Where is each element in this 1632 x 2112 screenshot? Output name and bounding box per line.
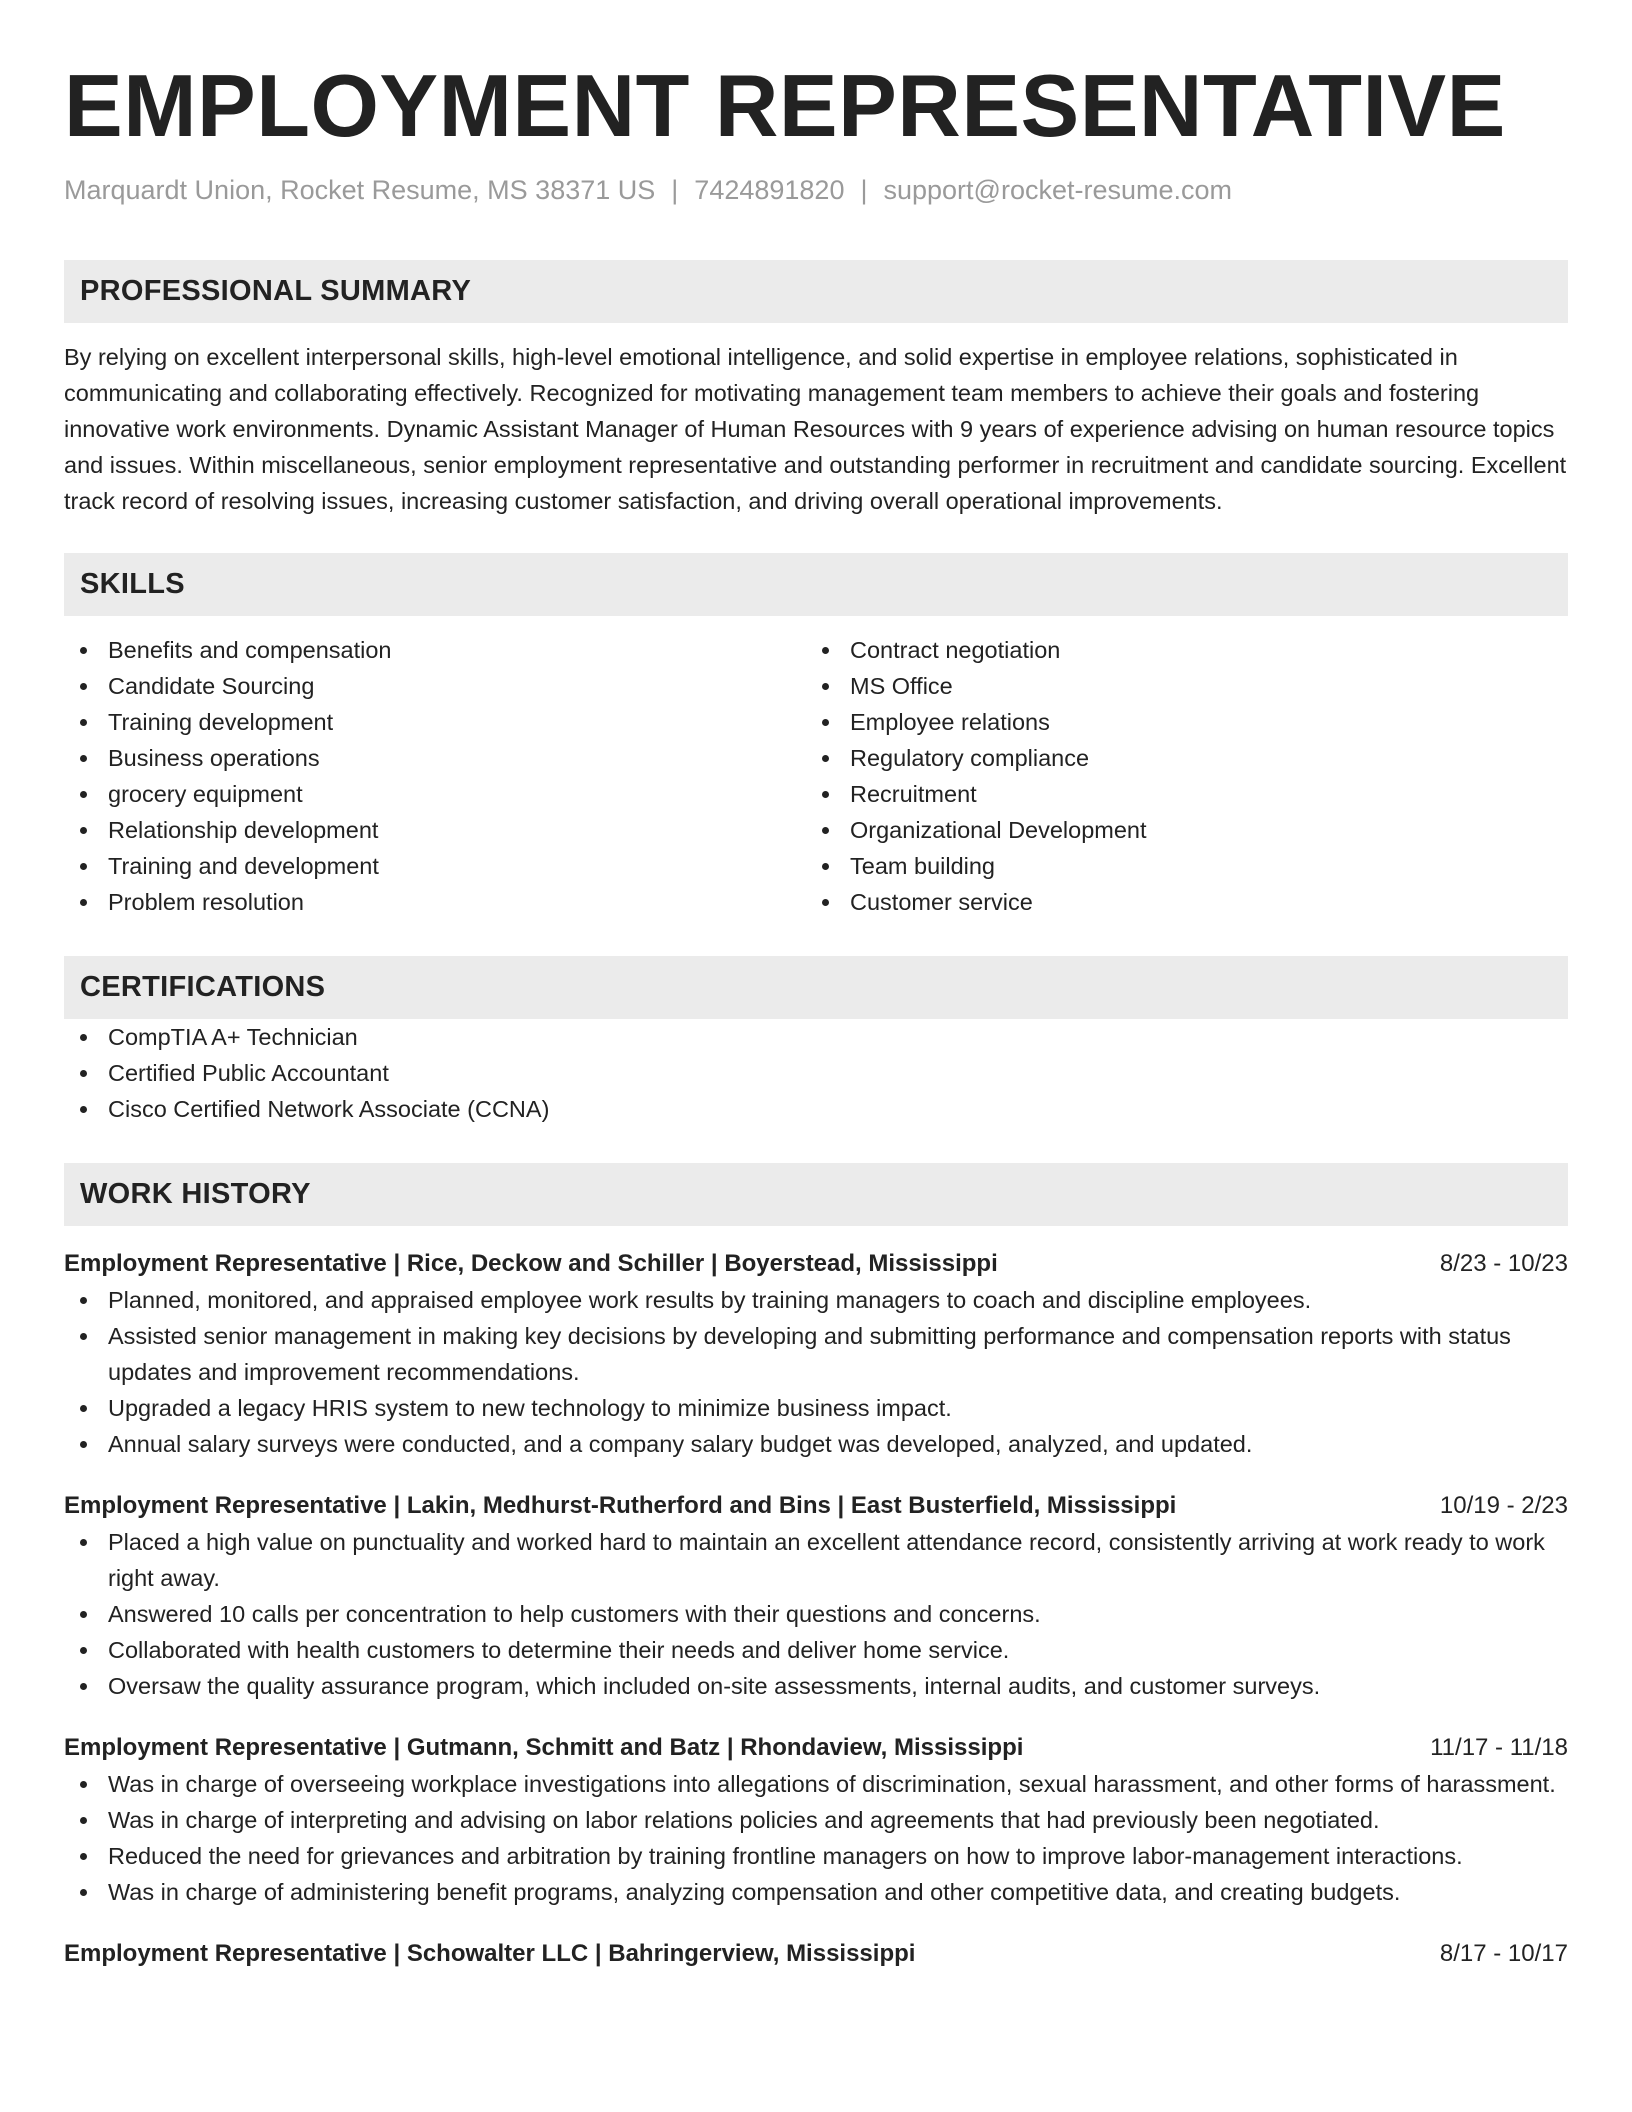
resume-title: EMPLOYMENT REPRESENTATIVE [64, 56, 1506, 155]
job-bullet: Oversaw the quality assurance program, which included on-site assessments, internal audits, and customer surveys. [64, 1668, 1568, 1704]
job-dates: 11/17 - 11/18 [1430, 1734, 1568, 1761]
certifications-list [64, 1019, 1568, 1127]
contact-line [64, 172, 1568, 208]
contact-phone: 7424891820 [694, 175, 845, 205]
skill-item: Problem resolution [64, 884, 806, 920]
skill-item: Training and development [64, 848, 806, 884]
job-dates: 8/17 - 10/17 [1439, 1940, 1568, 1967]
certification-item: Cisco Certified Network Associate (CCNA) [64, 1091, 1568, 1127]
contact-separator: | [671, 175, 679, 205]
job-entry [64, 1936, 1568, 1972]
skills-grid [64, 632, 1568, 920]
skills-list-right [806, 632, 1548, 920]
job-bullets [64, 1524, 1568, 1704]
skill-item: Business operations [64, 740, 806, 776]
job-bullets [64, 1766, 1568, 1910]
skill-item: Team building [806, 848, 1548, 884]
job-title: Employment Representative | Schowalter LLC | Bahringerview, Mississippi [64, 1940, 916, 1967]
certification-item: CompTIA A+ Technician [64, 1019, 1568, 1055]
skill-item: grocery equipment [64, 776, 806, 812]
job-title: Employment Representative | Rice, Deckow and Schiller | Boyerstead, Mississippi [64, 1250, 998, 1277]
job-dates: 10/19 - 2/23 [1439, 1492, 1568, 1519]
contact-address: Marquardt Union, Rocket Resume, MS 38371 US [64, 175, 656, 205]
job-bullet: Annual salary surveys were conducted, and a company salary budget was developed, analyzed, and updated. [64, 1426, 1568, 1462]
job-bullet: Upgraded a legacy HRIS system to new technology to minimize business impact. [64, 1390, 1568, 1426]
job-entry [64, 1246, 1568, 1462]
job-header [64, 1730, 1568, 1766]
section-heading-work-history: WORK HISTORY [64, 1163, 1568, 1226]
job-header [64, 1936, 1568, 1972]
job-dates: 8/23 - 10/23 [1439, 1250, 1568, 1277]
certification-item: Certified Public Accountant [64, 1055, 1568, 1091]
job-bullet: Was in charge of overseeing workplace investigations into allegations of discrimination, sexual harassment, and other forms of harassment. [64, 1766, 1568, 1802]
skill-item: Regulatory compliance [806, 740, 1548, 776]
job-entry [64, 1488, 1568, 1704]
job-bullet: Reduced the need for grievances and arbitration by training frontline managers on how to improve labor-management interactions. [64, 1838, 1568, 1874]
skill-item: Training development [64, 704, 806, 740]
skills-column-left [64, 632, 806, 920]
job-bullet: Assisted senior management in making key decisions by developing and submitting performance and compensation reports with status updates and improvement recommendations. [64, 1318, 1568, 1390]
skill-item: Relationship development [64, 812, 806, 848]
job-bullet: Placed a high value on punctuality and worked hard to maintain an excellent attendance record, consistently arriving at work ready to work right away. [64, 1524, 1568, 1596]
job-bullet: Answered 10 calls per concentration to help customers with their questions and concerns. [64, 1596, 1568, 1632]
skill-item: Contract negotiation [806, 632, 1548, 668]
job-bullet: Planned, monitored, and appraised employee work results by training managers to coach and discipline employees. [64, 1282, 1568, 1318]
contact-separator: | [860, 175, 868, 205]
skills-list-left [64, 632, 806, 920]
section-heading-skills: SKILLS [64, 553, 1568, 616]
skill-item: Employee relations [806, 704, 1548, 740]
skill-item: Candidate Sourcing [64, 668, 806, 704]
skill-item: Benefits and compensation [64, 632, 806, 668]
summary-text: By relying on excellent interpersonal skills, high-level emotional intelligence, and solid expertise in employee relations, sophisticated in communicating and collaborating effectively. Recognized for motivating management team members to achieve their goals and fostering innovative work environments. Dynamic Assistant Manager of Human Resources with 9 years of experience advising on human resource topics and issues. Within miscellaneous, senior employment representative and outstanding performer in recruitment and candidate sourcing. Excellent track record of resolving issues, increasing customer satisfaction, and driving overall operational improvements. [64, 344, 1567, 514]
job-bullet: Was in charge of interpreting and advising on labor relations policies and agreements that had previously been negotiated. [64, 1802, 1568, 1838]
section-heading-certifications: CERTIFICATIONS [64, 956, 1568, 1019]
job-bullet: Was in charge of administering benefit programs, analyzing compensation and other competitive data, and creating budgets. [64, 1874, 1568, 1910]
job-bullets [64, 1282, 1568, 1462]
job-header [64, 1488, 1568, 1524]
job-bullet: Collaborated with health customers to determine their needs and deliver home service. [64, 1632, 1568, 1668]
skill-item: MS Office [806, 668, 1548, 704]
job-header [64, 1246, 1568, 1282]
job-entry [64, 1730, 1568, 1910]
skill-item: Organizational Development [806, 812, 1548, 848]
job-title: Employment Representative | Gutmann, Schmitt and Batz | Rhondaview, Mississippi [64, 1734, 1024, 1761]
contact-email: support@rocket-resume.com [883, 175, 1233, 205]
skills-column-right [806, 632, 1548, 920]
skill-item: Customer service [806, 884, 1548, 920]
job-title: Employment Representative | Lakin, Medhurst-Rutherford and Bins | East Busterfield, Mississippi [64, 1492, 1177, 1519]
skill-item: Recruitment [806, 776, 1548, 812]
section-heading-summary: PROFESSIONAL SUMMARY [64, 260, 1568, 323]
